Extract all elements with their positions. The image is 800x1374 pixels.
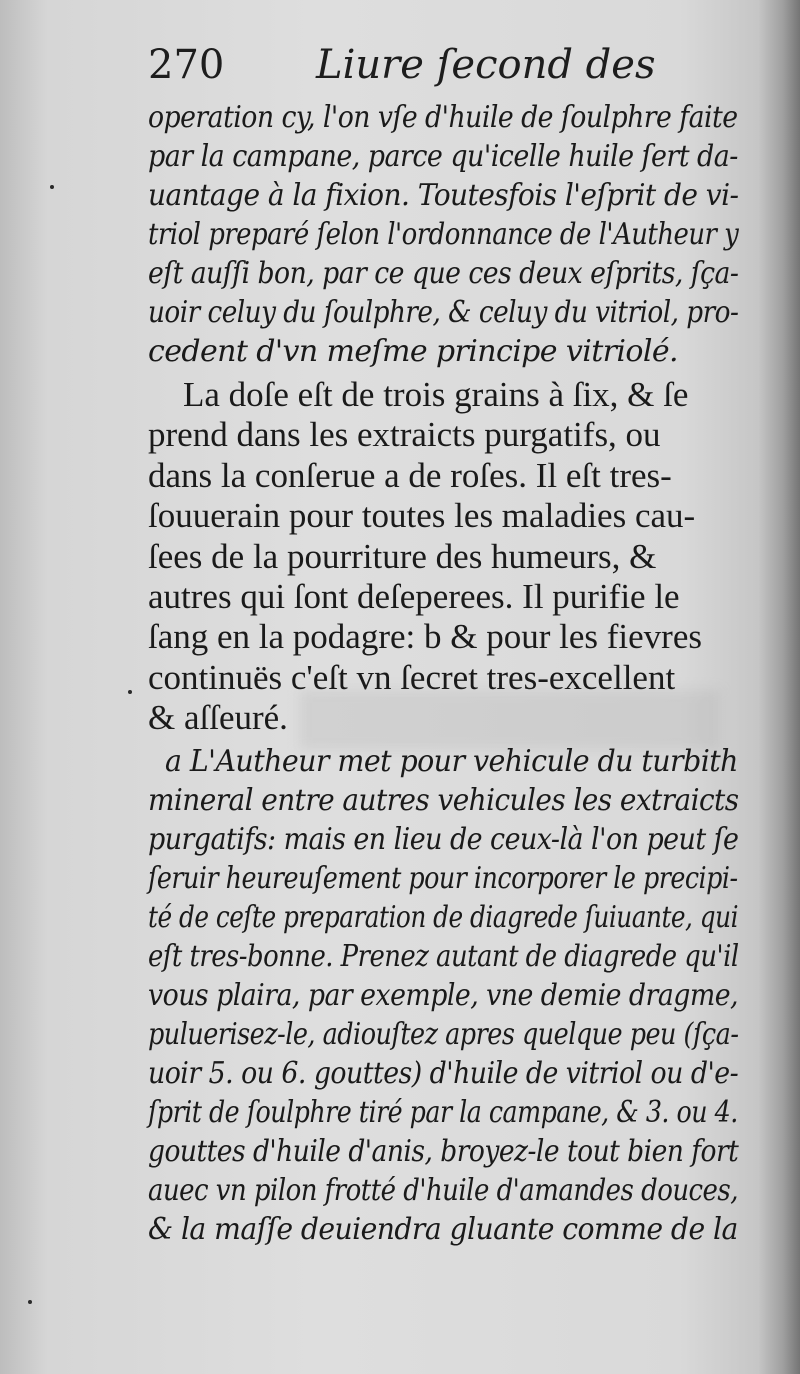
text-line: operation cy, l'on vſe d'huile de ſoulphre faite bbox=[148, 100, 738, 135]
text-line: & la maſſe deuiendra gluante comme de la bbox=[148, 1212, 738, 1247]
text-line: purgatifs: mais en lieu de ceux-là l'on peut ſe bbox=[148, 822, 739, 857]
text-line: uoir 5. ou 6. gouttes) d'huile de vitriol ou d'e- bbox=[148, 1056, 739, 1091]
text-line: La doſe eſt de trois grains à ſix, & ſe bbox=[148, 375, 689, 414]
ink-speck bbox=[128, 690, 132, 694]
text-line: eſt tres-bonne. Prenez autant de diagrede qu'il bbox=[148, 939, 739, 974]
running-title: Liure ſecond des bbox=[316, 42, 656, 88]
text-line: a L'Autheur met pour vehicule du turbith bbox=[148, 744, 738, 779]
continued-paragraph bbox=[148, 98, 738, 371]
text-line: ſeruir heureuſement pour incorporer le precipi- bbox=[148, 861, 738, 896]
text-line: auec vn pilon frotté d'huile d'amandes douces, bbox=[148, 1173, 738, 1208]
text-line: puluerisez-le, adiouſtez apres quelque peu (ſça- bbox=[148, 1017, 739, 1052]
text-line: ſang en la podagre: b & pour les fievres bbox=[148, 617, 702, 657]
text-line: eſt auſſi bon, par ce que ces deux eſprits, ſça- bbox=[148, 256, 739, 291]
text-line: ſouuerain pour toutes les maladies cau- bbox=[148, 496, 696, 536]
text-line: dans la conſerue a de roſes. Il eſt tres- bbox=[148, 455, 672, 495]
text-line: uoir celuy du ſoulphre, & celuy du vitriol, pro- bbox=[148, 295, 739, 330]
text-line: prend dans les extraicts purgatifs, ou bbox=[148, 415, 661, 455]
page-edge-shadow bbox=[758, 0, 800, 1374]
text-line: gouttes d'huile d'anis, broyez-le tout bien fort bbox=[148, 1134, 739, 1169]
text-line: continuës c'eſt vn ſecret tres-excellent bbox=[148, 657, 676, 697]
text-line: vous plaira, par exemple, vne demie dragme, bbox=[148, 978, 739, 1013]
text-line: uantage à la fixion. Toutesfois l'eſprit de vi- bbox=[148, 178, 739, 213]
annotation-note bbox=[148, 742, 738, 1249]
ink-speck bbox=[28, 1300, 32, 1304]
text-line: cedent d'vn meſme principe vitriolé. bbox=[148, 334, 678, 369]
text-line: & aſſeuré. bbox=[148, 698, 288, 738]
page-header bbox=[148, 38, 748, 98]
ink-speck bbox=[50, 185, 54, 189]
text-line: mineral entre autres vehicules les extraicts bbox=[148, 783, 739, 818]
text-line: par la campane, parce qu'icelle huile ſert da- bbox=[148, 139, 738, 174]
text-line: té de ceſte preparation de diagrede ſuiuante, qui bbox=[148, 900, 739, 935]
main-paragraph bbox=[148, 375, 738, 739]
text-line: triol preparé ſelon l'ordonnance de l'Autheur y bbox=[148, 217, 739, 252]
text-line: ſprit de ſoulphre tiré par la campane, & 3. ou 4. bbox=[148, 1095, 738, 1130]
text-line: ſees de la pourriture des humeurs, & bbox=[148, 536, 657, 576]
page-number: 270 bbox=[148, 42, 225, 88]
text-line: autres qui ſont deſeperees. Il purifie le bbox=[148, 576, 680, 616]
